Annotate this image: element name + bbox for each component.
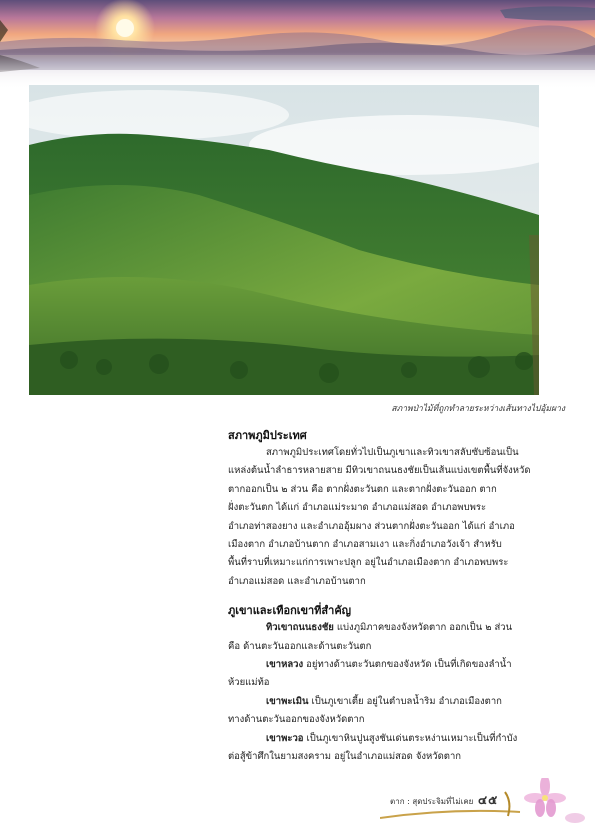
mountain-name: เขาหลวง — [266, 659, 304, 671]
page-footer — [380, 778, 595, 836]
article-body — [228, 428, 540, 767]
mountain-desc-cont: ทางด้านตะวันออกของจังหวัดตาก — [228, 714, 365, 726]
sunset-banner-art — [0, 0, 595, 90]
photo-caption: สภาพป่าไม้ที่ถูกทำลายระหว่างเส้นทางไปอุ้มผาง — [391, 404, 565, 414]
mountain-item-line — [228, 730, 540, 748]
mountain-item — [228, 693, 540, 730]
mountain-name: เขาพะวอ — [266, 732, 304, 744]
mountain-item — [228, 730, 540, 767]
mountain-desc-cont: คือ ด้านตะวันออกและด้านตะวันตก — [228, 640, 372, 652]
page-number: ๔๕ — [478, 793, 499, 807]
section-heading-topography: สภาพภูมิประเทศ — [228, 429, 307, 442]
mountain-desc: เป็นภูเขาเตี้ย อยู่ในตำบลน้ำริม อำเภอเมืองตาก — [311, 695, 502, 707]
mountains-section — [228, 603, 540, 766]
paragraph-line: ฝั่งตะวันตก ได้แก่ อำเภอแม่ระมาด อำเภอแม่สอด อำเภอพบพระ — [228, 502, 487, 514]
mountain-item — [228, 656, 540, 693]
mountain-desc: แบ่งภูมิภาคของจังหวัดตาก ออกเป็น ๒ ส่วน — [336, 622, 513, 634]
mountain-name: เขาพะเมิน — [266, 695, 309, 707]
mountain-item-line — [228, 619, 540, 637]
orchid-icon — [524, 778, 566, 817]
mountain-desc: อยู่ทางด้านตะวันตกของจังหวัด เป็นที่เกิดของลำน้ำ — [306, 659, 512, 671]
footer-title: ตาก : สุดประจิมที่ไม่เคย — [390, 797, 474, 806]
paragraph-line: พื้นที่ราบที่เหมาะแก่การเพาะปลูก อยู่ในอำเภอเมืองตาก อำเภอพบพระ — [228, 557, 509, 569]
mountain-item-line — [228, 693, 540, 711]
paragraph-line: อำเภอท่าสองยาง และอำเภออุ้มผาง ส่วนตากฝั่งตะวันออก ได้แก่ อำเภอ — [228, 520, 515, 532]
forest-photo — [29, 85, 539, 395]
paragraph-line: สภาพภูมิประเทศโดยทั่วไปเป็นภูเขาและทิวเขาสลับซับซ้อนเป็น — [266, 447, 519, 458]
paragraph-line: ตากออกเป็น ๒ ส่วน คือ ตากฝั่งตะวันตก และตากฝั่งตะวันออก ตาก — [228, 483, 497, 495]
topography-paragraph — [228, 444, 540, 591]
paragraph-line: เมืองตาก อำเภอบ้านตาก อำเภอสามเงา และกิ่งอำเภอวังเจ้า สำหรับ — [228, 539, 502, 551]
mountain-item-line — [228, 656, 540, 674]
mountain-forest-image — [29, 85, 539, 395]
paragraph-line: แหล่งต้นน้ำลำธารหลายสาย มีทิวเขาถนนธงชัยเป็นเส้นแบ่งเขตพื้นที่จังหวัด — [228, 465, 531, 477]
mountain-desc-cont: ห้วยแม่ท้อ — [228, 677, 270, 689]
mountain-desc-cont: ต่อสู้ข้าศึกในยามสงคราม อยู่ในอำเภอแม่สอด จังหวัดตาก — [228, 751, 462, 763]
mountain-desc: เป็นภูเขาหินปูนสูงชันเด่นตระหง่านเหมาะเป็นที่กำบัง — [306, 732, 518, 744]
mountain-name: ทิวเขาถนนธงชัย — [266, 622, 334, 634]
section-heading-mountains: ภูเขาและเทือกเขาที่สำคัญ — [228, 604, 352, 618]
sunset-banner — [0, 0, 595, 90]
mountain-item — [228, 619, 540, 656]
paragraph-line: อำเภอแม่สอด และอำเภอบ้านตาก — [228, 575, 366, 587]
